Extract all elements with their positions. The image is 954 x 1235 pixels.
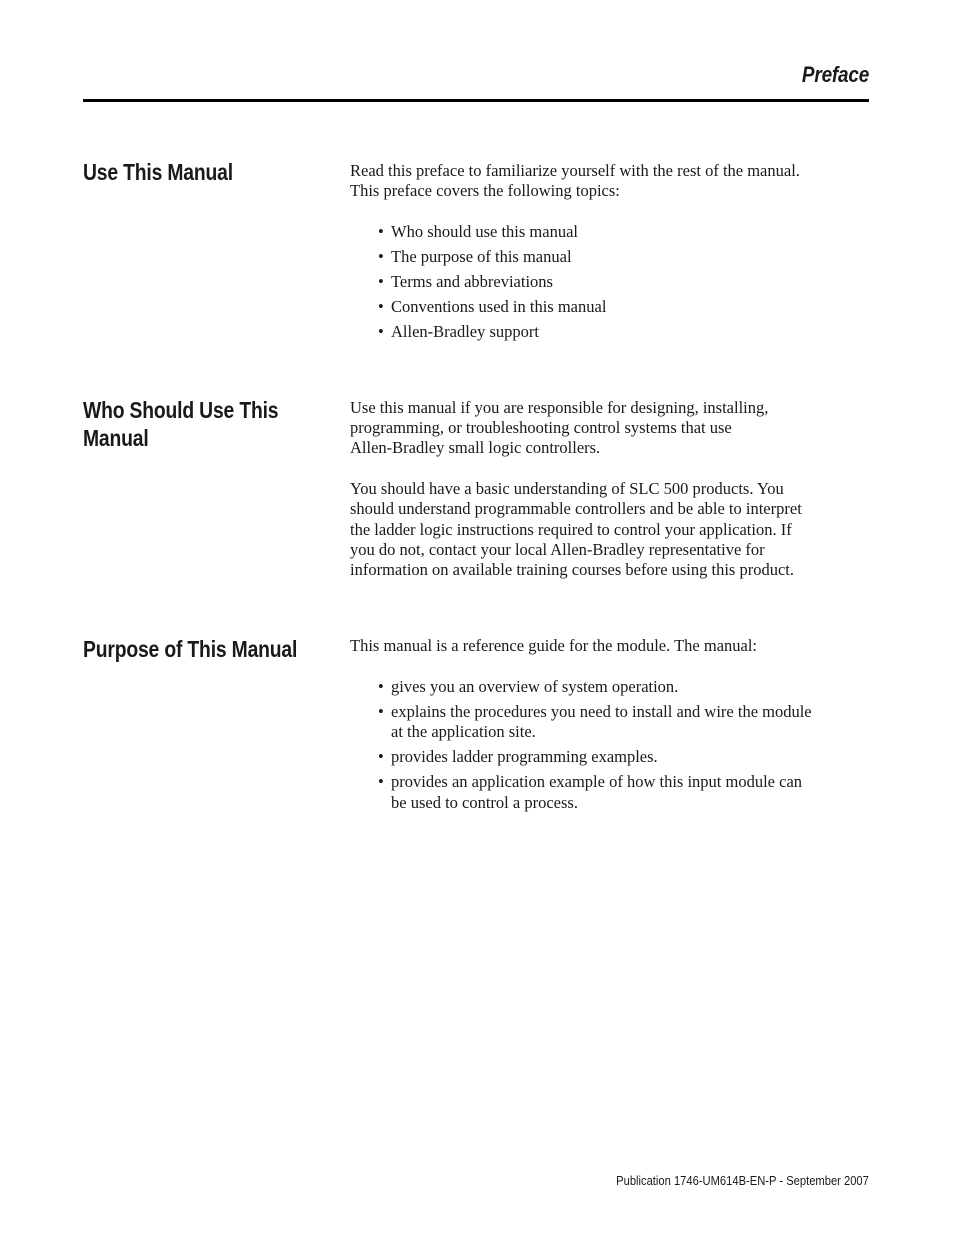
heading-line: Who Should Use This: [83, 397, 279, 423]
section-heading-who-should-use: [83, 396, 335, 452]
list-item-text: explains the procedures you need to install and wire the module: [391, 702, 812, 722]
text-line: You should have a basic understanding of SLC 500 products. You: [350, 479, 784, 499]
text-line: Use this manual if you are responsible for designing, installing,: [350, 398, 769, 417]
heading-line: Manual: [83, 425, 149, 451]
text-line: programming, or troubleshooting control systems that use: [350, 418, 732, 438]
bullet-icon: •: [378, 247, 384, 267]
list-item-text: be used to control a process.: [391, 792, 578, 812]
text-line: Read this preface to familiarize yourself with the rest of the manual.: [350, 161, 800, 180]
list-item-text: gives you an overview of system operation.: [391, 677, 679, 697]
text-line: should understand programmable controllers and be able to interpret: [350, 499, 802, 519]
list-item-text: The purpose of this manual: [391, 247, 572, 267]
paragraph: [350, 479, 870, 580]
list-item: [350, 702, 870, 742]
purpose-list: [350, 677, 870, 813]
paragraph: [350, 398, 870, 459]
list-item-text: Conventions used in this manual: [391, 297, 607, 317]
topics-list: [350, 222, 870, 342]
list-item: [350, 247, 870, 267]
text-line: you do not, contact your local Allen-Bradley representative for: [350, 539, 765, 559]
bullet-icon: •: [378, 702, 384, 722]
bullet-icon: •: [378, 747, 384, 767]
bullet-icon: •: [378, 222, 384, 242]
header-divider: [83, 99, 869, 102]
section-body-purpose: [350, 636, 870, 813]
text-line: Allen-Bradley small logic controllers.: [350, 438, 601, 458]
page-title: Preface: [801, 62, 869, 87]
list-item: [350, 322, 870, 342]
list-item-text: at the application site.: [391, 722, 536, 742]
list-item: [350, 677, 870, 697]
intro-paragraph: [350, 636, 870, 656]
intro-paragraph: [350, 161, 870, 201]
bullet-icon: •: [378, 297, 384, 317]
list-item: [350, 747, 870, 767]
list-item-text: provides an application example of how this input module can: [391, 772, 803, 792]
list-item-text: provides ladder programming examples.: [391, 747, 658, 767]
section-body-who-should-use: [350, 398, 870, 580]
list-item: [350, 222, 870, 242]
page-footer: Publication 1746-UM614B-EN-P - September 2007: [616, 1173, 869, 1188]
list-item-text: Who should use this manual: [391, 222, 578, 242]
section-body-use-this-manual: [350, 161, 870, 343]
text-line: the ladder logic instructions required to control your application. If: [350, 519, 792, 539]
bullet-icon: •: [378, 772, 384, 792]
text-line: information on available training courses before using this product.: [350, 560, 795, 580]
bullet-icon: •: [378, 272, 384, 292]
text-line: This preface covers the following topics:: [350, 181, 620, 201]
section-heading-use-this-manual: Use This Manual: [83, 159, 233, 185]
bullet-icon: •: [378, 322, 384, 342]
list-item: [350, 772, 870, 812]
list-item: [350, 272, 870, 292]
list-item-text: Terms and abbreviations: [391, 272, 553, 292]
bullet-icon: •: [378, 677, 384, 697]
list-item: [350, 297, 870, 317]
section-heading-purpose: Purpose of This Manual: [83, 636, 298, 662]
list-item-text: Allen-Bradley support: [391, 322, 540, 342]
text-line: This manual is a reference guide for the module. The manual:: [350, 636, 758, 655]
